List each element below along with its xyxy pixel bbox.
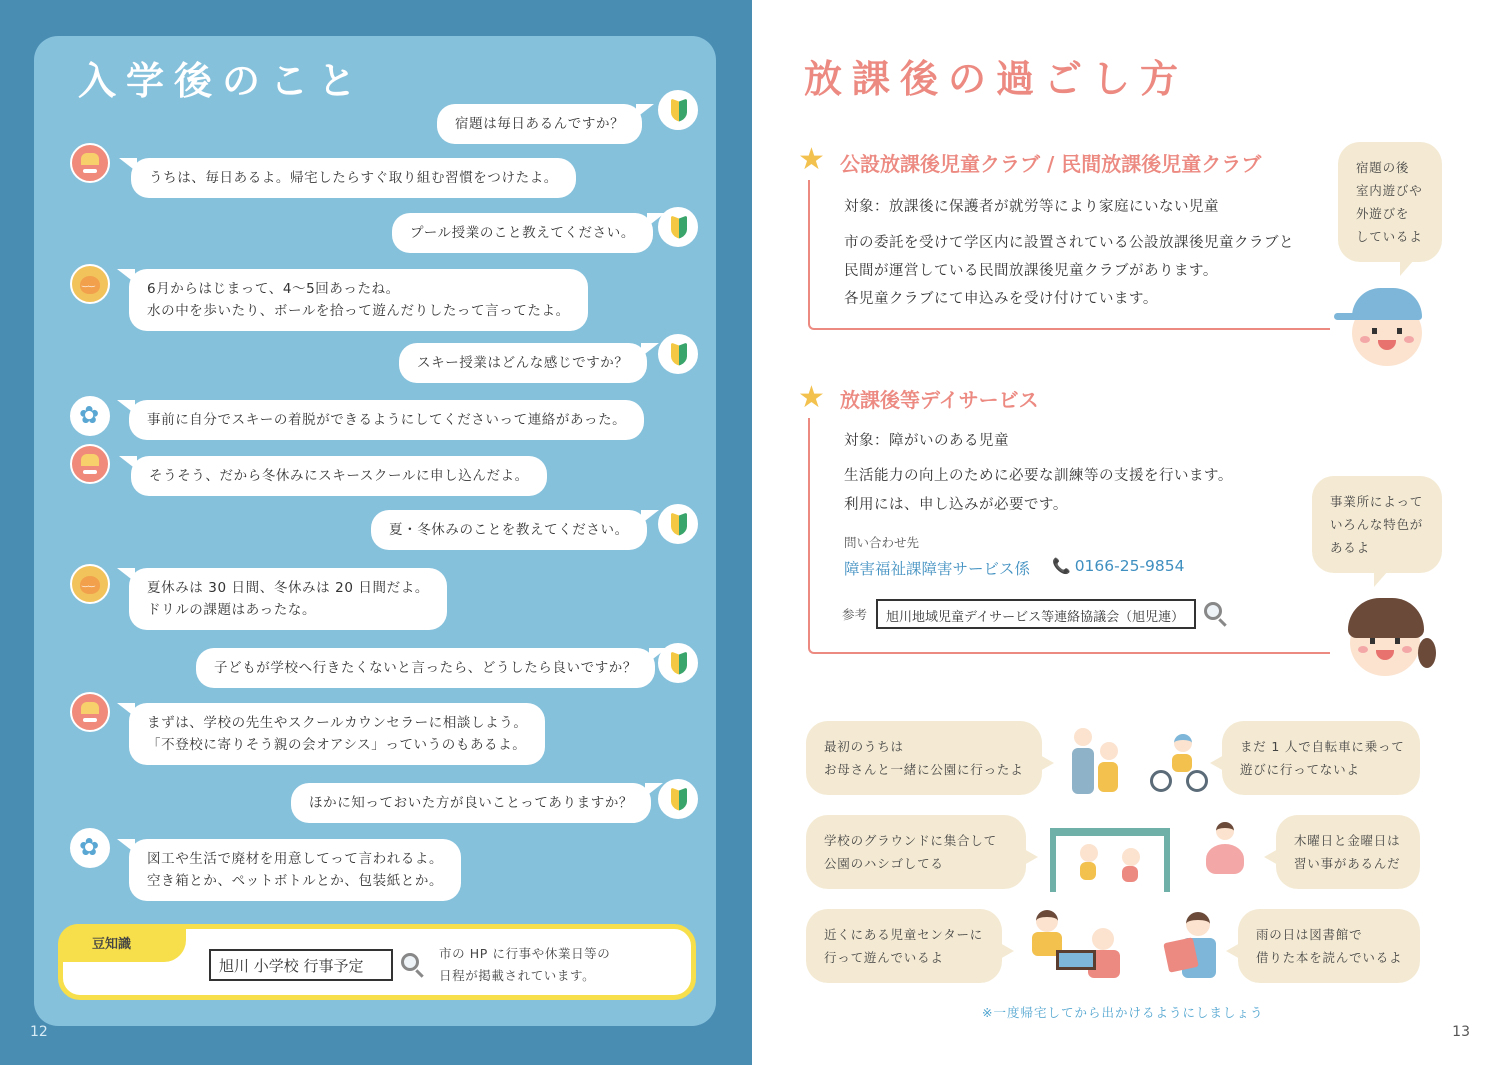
- club-target: 対象：放課後に保護者が就労等により家庭にいない児童: [844, 199, 1219, 215]
- answer-bubble: 6月からはじまって、4〜5回あったね。 水の中を歩いたり、ボールを拾って遊んだりしたって言ってたよ。: [129, 269, 588, 331]
- reference-label: 参考: [842, 607, 868, 622]
- magnifier-icon: [1204, 602, 1222, 620]
- section-heading-day-service: 放課後等デイサービス: [840, 388, 1039, 412]
- question-bubble: 宿題は毎日あるんですか？: [437, 104, 642, 144]
- star-icon: ★: [798, 380, 825, 415]
- cat-icon: [70, 264, 110, 304]
- footnote: ※一度帰宅してから出かけるようにしましょう: [982, 1005, 1264, 1020]
- speech-bubble-library: 雨の日は図書館で 借りた本を読んでいるよ: [1238, 909, 1420, 983]
- flower-icon: [70, 396, 110, 436]
- page-number-right: 13: [1452, 1024, 1470, 1040]
- board-game-illustration: [1028, 906, 1138, 984]
- beginner-mark-icon: [658, 779, 698, 819]
- question-bubble: プール授業のこと教えてください。: [392, 213, 653, 253]
- club-description-line: 民間が運営している民間放課後児童クラブがあります。: [844, 263, 1218, 279]
- reading-girl-illustration: [1160, 910, 1226, 984]
- search-keyword-box: 旭川 小学校 行事予定: [209, 949, 393, 981]
- question-bubble: 子どもが学校へ行きたくないと言ったら、どうしたら良いですか？: [196, 648, 655, 688]
- answer-bubble: 夏休みは 30 日間、冬休みは 20 日間だよ。 ドリルの課題はあったな。: [129, 568, 447, 630]
- section-heading-club: 公設放課後児童クラブ / 民間放課後児童クラブ: [840, 152, 1262, 176]
- answer-bubble: まずは、学校の先生やスクールカウンセラーに相談しよう。 「不登校に寄りそう親の会オアシス」っていうのもあるよ。: [129, 703, 545, 765]
- club-description-line: 各児童クラブにて申込みを受け付けています。: [844, 291, 1158, 307]
- contact-label: 問い合わせ先: [844, 535, 920, 550]
- speech-bubble-homework: 宿題の後 室内遊びや 外遊びを しているよ: [1338, 142, 1442, 262]
- right-page: [752, 0, 1500, 1065]
- lamp-icon: [70, 692, 110, 732]
- answer-bubble: 図工や生活で廃材を用意してって言われるよ。 空き箱とか、ペットボトルとか、包装紙とか。: [129, 839, 461, 901]
- beginner-mark-icon: [658, 643, 698, 683]
- tips-box: [58, 924, 696, 1000]
- beginner-mark-icon: [658, 207, 698, 247]
- parent-and-child-illustration: [1070, 726, 1140, 798]
- beginner-mark-icon: [658, 334, 698, 374]
- flower-icon: [70, 828, 110, 868]
- contact-department: 障害福祉課障害サービス係: [844, 560, 1031, 578]
- page-title-left: 入学後のこと: [78, 59, 367, 103]
- star-icon: ★: [798, 142, 825, 177]
- beginner-mark-icon: [658, 90, 698, 130]
- speech-bubble-bicycle: まだ 1 人で自転車に乗って 遊びに行ってないよ: [1222, 721, 1420, 795]
- reference-search-box: 旭川地域児童デイサービス等連絡協議会（旭児連）: [876, 599, 1196, 629]
- speech-bubble-playground: 学校のグラウンドに集合して 公園のハシゴしてる: [806, 815, 1026, 889]
- lamp-icon: [70, 444, 110, 484]
- dancing-girl-illustration: [1196, 820, 1256, 886]
- lamp-icon: [70, 143, 110, 183]
- answer-bubble: そうそう、だから冬休みにスキースクールに申し込んだよ。: [131, 456, 547, 496]
- answer-bubble: 事前に自分でスキーの着脱ができるようにしてくださいって連絡があった。: [129, 400, 644, 440]
- day-service-description-line: 生活能力の向上のために必要な訓練等の支援を行います。: [844, 468, 1233, 484]
- tips-label: 豆知識: [58, 924, 186, 962]
- answer-bubble: うちは、毎日あるよ。帰宅したらすぐ取り組む習慣をつけたよ。: [131, 158, 576, 198]
- speech-bubble-lessons: 木曜日と金曜日は 習い事があるんだ: [1276, 815, 1420, 889]
- club-description-line: 市の委託を受けて学区内に設置されている公設放課後児童クラブと: [844, 235, 1294, 251]
- speech-bubble-facilities: 事業所によって いろんな特色が あるよ: [1312, 476, 1442, 573]
- question-bubble: ほかに知っておいた方が良いことってありますか？: [291, 783, 651, 823]
- magnifier-icon: [401, 953, 419, 971]
- speech-bubble-children-center: 近くにある児童センターに 行って遊んでいるよ: [806, 909, 1002, 983]
- beginner-mark-icon: [658, 504, 698, 544]
- speech-bubble-park: 最初のうちは お母さんと一緒に公園に行ったよ: [806, 721, 1042, 795]
- cat-icon: [70, 564, 110, 604]
- day-service-description-line: 利用には、申し込みが必要です。: [844, 497, 1068, 513]
- day-service-target: 対象：障がいのある児童: [844, 433, 1009, 449]
- page-title-right: 放課後の過ごし方: [804, 57, 1189, 101]
- question-bubble: 夏・冬休みのことを教えてください。: [371, 510, 647, 550]
- monkey-bars-illustration: [1046, 818, 1176, 894]
- tips-description: 市の HP に行事や休業日等の 日程が掲載されています。: [439, 946, 611, 983]
- child-on-bicycle-illustration: [1148, 730, 1214, 798]
- question-bubble: スキー授業はどんな感じですか？: [399, 343, 647, 383]
- phone-icon: 📞: [1052, 557, 1071, 575]
- contact-phone: 📞 0166-25-9854: [1052, 557, 1185, 575]
- page-number-left: 12: [30, 1024, 48, 1040]
